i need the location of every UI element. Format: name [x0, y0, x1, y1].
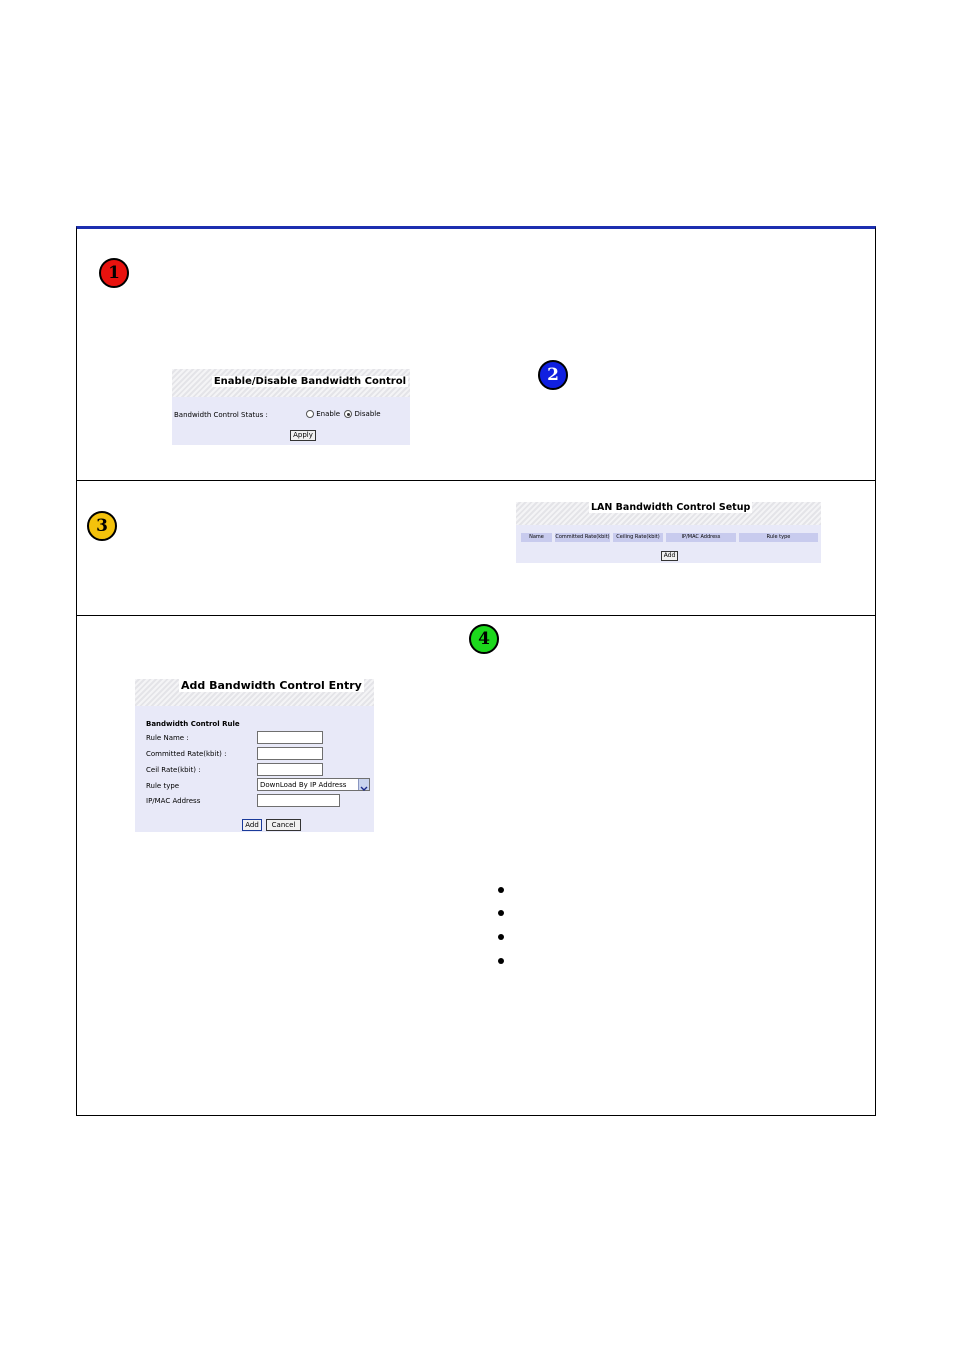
rule-name-input[interactable] [257, 731, 323, 744]
committed-rate-input[interactable] [257, 747, 323, 760]
section-divider-1 [77, 480, 875, 481]
cancel-button[interactable]: Cancel [266, 819, 301, 831]
lan-panel-title: LAN Bandwidth Control Setup [591, 502, 751, 513]
column-ipmac: IP/MAC Address [666, 533, 736, 542]
ipmac-input[interactable] [257, 794, 340, 807]
bullet-point-4 [498, 958, 504, 964]
bandwidth-status-label: Bandwidth Control Status : [174, 411, 268, 419]
step-1-badge: 1 [99, 258, 129, 288]
ceil-rate-input[interactable] [257, 763, 323, 776]
enable-panel-title: Enable/Disable Bandwidth Control [213, 376, 406, 387]
bullet-point-2 [498, 910, 504, 916]
step-3-badge: 3 [87, 511, 117, 541]
column-name: Name [521, 533, 552, 542]
instruction-frame [76, 226, 876, 1116]
bullet-point-3 [498, 934, 504, 940]
enable-radio[interactable] [306, 410, 314, 418]
step-4-badge: 4 [469, 624, 499, 654]
rule-type-value: DownLoad By IP Address [260, 781, 347, 789]
lan-table-header [521, 533, 818, 542]
status-radio-group [306, 410, 381, 418]
disable-radio[interactable] [344, 410, 352, 418]
section-divider-2 [77, 615, 875, 616]
disable-radio-label: Disable [354, 410, 381, 418]
add-entry-button[interactable]: Add [242, 819, 262, 831]
add-bandwidth-panel [135, 679, 374, 832]
rule-type-label: Rule type [146, 782, 180, 790]
apply-button[interactable]: Apply [290, 430, 316, 441]
enable-panel-title-bar [172, 369, 410, 397]
add-panel-title-bar [135, 679, 374, 706]
add-panel-title: Add Bandwidth Control Entry [181, 679, 362, 692]
lan-panel-title-bar [516, 502, 821, 525]
lan-add-button[interactable]: Add [661, 551, 678, 561]
enable-radio-label: Enable [316, 410, 341, 418]
bullet-point-1 [498, 887, 504, 893]
rule-section-label: Bandwidth Control Rule [146, 720, 240, 728]
committed-rate-label: Committed Rate(kbit) : [146, 750, 227, 758]
column-committed-rate: Committed Rate(kbit) [555, 534, 610, 540]
rule-type-select[interactable] [257, 778, 370, 791]
lan-bandwidth-panel [516, 502, 821, 563]
enable-bandwidth-panel [172, 369, 410, 445]
rule-name-label: Rule Name : [146, 734, 189, 742]
chevron-down-icon [358, 779, 369, 790]
column-rule-type: Rule type [739, 533, 818, 542]
ceil-rate-label: Ceil Rate(kbit) : [146, 766, 201, 774]
step-2-badge: 2 [538, 360, 568, 390]
ipmac-label: IP/MAC Address [146, 797, 201, 805]
column-ceiling-rate: Ceiling Rate(kbit) [613, 533, 663, 542]
